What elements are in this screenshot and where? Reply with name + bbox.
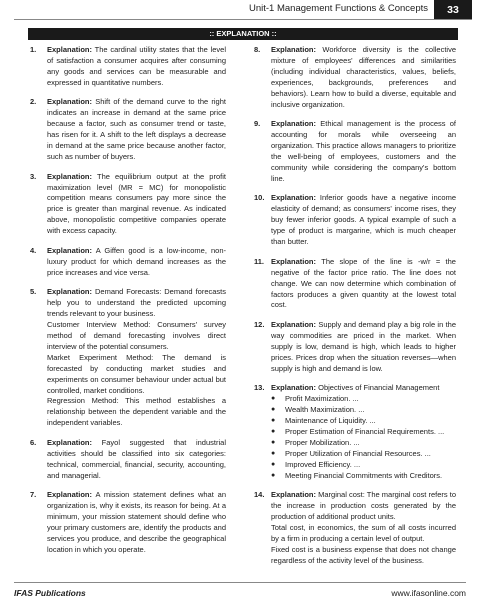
item-paragraph	[271, 523, 456, 545]
item-text: Demand Forecasts: Demand forecasts help you to understand the predicted upcoming trends relevant to your business.	[47, 287, 226, 319]
objective-bullet	[271, 449, 456, 460]
item-body	[47, 438, 226, 482]
explanation-banner: :: EXPLANATION ::	[28, 28, 458, 40]
item-body	[271, 45, 456, 110]
objective-bullet	[271, 438, 456, 449]
explanation-item	[254, 45, 456, 110]
explanation-item	[254, 119, 456, 184]
item-body	[47, 287, 226, 429]
item-text: Inferior goods have a negative income elasticity of demand; as consumers' income rises, they buy fewer inferior goods. A typical example of such a type of product is margarine, which is much cheaper than butter.	[271, 193, 456, 247]
bullet-icon: ●	[271, 428, 276, 436]
item-label: Explanation:	[47, 287, 93, 297]
explanation-item	[30, 246, 226, 279]
item-number: 2.	[30, 97, 37, 107]
item-label: Explanation:	[271, 45, 317, 54]
item-number: 12.	[254, 320, 265, 330]
item-text: The cardinal utility states that the level of satisfaction a consumer acquires after consuming any goods and services can be measurable and expressed in quantitative numbers.	[47, 45, 226, 87]
item-paragraph	[47, 490, 226, 555]
objective-bullet	[271, 427, 456, 438]
page-number: 33	[434, 0, 472, 20]
objective-bullet	[271, 460, 456, 471]
website-url: www.ifasonline.com	[391, 588, 466, 598]
item-paragraph	[47, 438, 226, 482]
footer-rule	[14, 582, 466, 583]
item-paragraph	[271, 45, 456, 110]
item-paragraph	[271, 545, 456, 567]
item-paragraph	[47, 287, 226, 320]
item-number: 7.	[30, 490, 37, 500]
right-column	[254, 45, 456, 576]
item-number: 6.	[30, 437, 37, 447]
item-text: The slope of the line is -w/r = the negative of the factor price ratio. The line does not change. We can now determine which combination of factors produces a given quantity at the lowest total cost.	[271, 256, 456, 310]
item-number: 3.	[30, 171, 37, 181]
item-body	[271, 490, 456, 566]
item-paragraph	[47, 246, 226, 279]
item-paragraph	[47, 97, 226, 162]
item-number: 11.	[254, 256, 265, 266]
objective-text: Proper Estimation of Financial Requirements. ...	[285, 427, 445, 437]
bullet-icon: ●	[271, 460, 276, 468]
explanation-item	[30, 287, 226, 429]
item-text: Supply and demand play a big role in the way commodities are priced in the market. When supply is low, demand is high, which leads to higher prices. Prices drop when the situation reverses—when supply is high and demand is low.	[271, 320, 456, 373]
item-paragraph	[271, 383, 456, 394]
objective-text: Proper Mobilization. ...	[285, 437, 360, 447]
objective-bullet	[271, 416, 456, 427]
item-number: 9.	[254, 119, 261, 129]
item-label: Explanation:	[271, 320, 317, 330]
explanation-item	[254, 383, 456, 481]
item-number: 5.	[30, 287, 37, 297]
item-text: Objectives of Financial Management	[318, 383, 440, 393]
item-label: Explanation:	[271, 490, 317, 500]
item-text: Market Experiment Method: The demand is forecasted by conducting market studies and experiments on consumer behaviour under actual but controlled, market conditions.	[47, 352, 226, 395]
item-paragraph	[47, 45, 226, 89]
item-label: Explanation:	[47, 437, 93, 447]
item-number: 1.	[30, 45, 37, 54]
item-text: A mission statement defines what an organization is, why it exists, its reason for being. At a minimum, your mission statement should define who your primary customers are, identify the products and services you produce, and describe the geographical location in which you operate.	[47, 490, 227, 554]
item-label: Explanation:	[271, 256, 317, 266]
objective-text: Meeting Financial Commitments with Creditors.	[285, 470, 443, 480]
item-body	[271, 257, 456, 312]
explanation-item	[254, 320, 456, 375]
objective-bullet	[271, 471, 456, 482]
item-label: Explanation:	[271, 193, 317, 203]
item-paragraph	[271, 119, 456, 184]
bullet-icon: ●	[271, 449, 276, 457]
item-paragraph	[47, 396, 226, 429]
item-paragraph	[47, 320, 226, 353]
item-text: A Giffen good is a low-income, non-luxury product for which demand increases as the price increases and vice versa.	[47, 245, 227, 277]
item-text: Ethical management is the process of accounting for morals while overseeing an organization. This practice allows managers to prioritize the well-being of employees, customers and the community while considering the company's bottom line.	[271, 119, 456, 183]
item-paragraph	[271, 257, 456, 312]
item-body	[271, 383, 456, 481]
objective-text: Profit Maximization. ...	[285, 394, 359, 404]
explanation-item	[30, 172, 226, 237]
item-paragraph	[47, 172, 226, 237]
explanation-item	[254, 193, 456, 248]
item-body	[47, 172, 226, 237]
item-text: Regression Method: This method establishes a relationship between the dependent variable and the independent variables.	[47, 396, 226, 428]
objectives-list	[271, 394, 456, 481]
explanation-item	[30, 438, 226, 482]
explanation-item	[30, 490, 226, 555]
item-text: Workforce diversity is the collective mixture of employees' differences and similarities (including individual characteristics, values, beliefs, experiences, backgrounds, preferences and behaviors). Learn how to build a diverse, equitable and inclusive organization.	[271, 45, 456, 109]
item-paragraph	[271, 193, 456, 248]
item-paragraph	[47, 353, 226, 397]
bullet-icon: ●	[271, 438, 276, 446]
bullet-icon: ●	[271, 417, 276, 425]
item-label: Explanation:	[271, 119, 317, 129]
item-text: Total cost, in economics, the sum of all costs incurred by a firm in producing a certain level of output.	[271, 523, 456, 544]
page-header	[0, 0, 480, 20]
objective-text: Proper Utilization of Financial Resources. ...	[285, 448, 431, 458]
item-label: Explanation:	[47, 171, 93, 181]
objective-text: Improved Efficiency. ...	[285, 459, 361, 469]
item-number: 14.	[254, 490, 265, 500]
item-text: Fayol suggested that industrial activities should be classified into six categories: technical, commercial, financial, security, accounting, and managerial.	[47, 437, 226, 480]
item-paragraph	[271, 320, 456, 375]
explanation-item	[30, 45, 226, 89]
item-paragraph	[271, 490, 456, 523]
bullet-icon: ●	[271, 406, 276, 414]
bullet-icon: ●	[271, 395, 276, 403]
item-number: 13.	[254, 383, 265, 393]
item-body	[271, 119, 456, 184]
item-body	[271, 193, 456, 248]
objective-text: Wealth Maximization. ...	[285, 405, 365, 415]
item-text: The equilibrium output at the profit maximization level (MR = MC) for monopolistic competition means consumers pay more since the price is greater than marginal revenue. As indicated above, monopolistic competitive companies operate with excess capacity.	[47, 171, 226, 236]
item-body	[47, 45, 226, 89]
item-text: Shift of the demand curve to the right indicates an increase in demand at the same price because a factor, such as consumer trend or taste, has risen for it. A shift to the left displays a decrease in demand at the same price because another factor, such as number of buyers.	[47, 97, 226, 161]
item-label: Explanation:	[47, 45, 93, 54]
item-label: Explanation:	[47, 97, 93, 107]
item-label: Explanation:	[271, 383, 317, 393]
objective-bullet	[271, 405, 456, 416]
objective-bullet	[271, 394, 456, 405]
item-number: 8.	[254, 45, 261, 54]
explanation-item	[30, 97, 226, 162]
item-text: Marginal cost: The marginal cost refers to the increase in production costs generated by the production of additional product units.	[271, 490, 456, 522]
explanation-item	[254, 490, 456, 566]
item-label: Explanation:	[47, 490, 93, 500]
left-column	[30, 45, 226, 565]
item-number: 4.	[30, 245, 37, 255]
chapter-title: Unit-1 Management Functions & Concepts	[248, 3, 428, 14]
bullet-icon: ●	[271, 471, 276, 479]
item-body	[47, 246, 226, 279]
objective-text: Maintenance of Liquidity. ...	[285, 416, 376, 426]
item-body	[47, 490, 226, 555]
item-text: Fixed cost is a business expense that does not change regardless of the activity level of the business.	[271, 544, 456, 565]
item-text: Customer Interview Method: Consumers' survey method of demand forecasting involves direct interview of the potential consumers.	[47, 320, 226, 351]
item-number: 10.	[254, 193, 265, 203]
item-body	[47, 97, 226, 162]
header-rule	[14, 19, 472, 20]
page-footer	[0, 580, 480, 602]
explanation-item	[254, 257, 456, 312]
item-label: Explanation:	[47, 245, 93, 255]
item-body	[271, 320, 456, 375]
publisher-name: IFAS Publications	[14, 588, 86, 598]
